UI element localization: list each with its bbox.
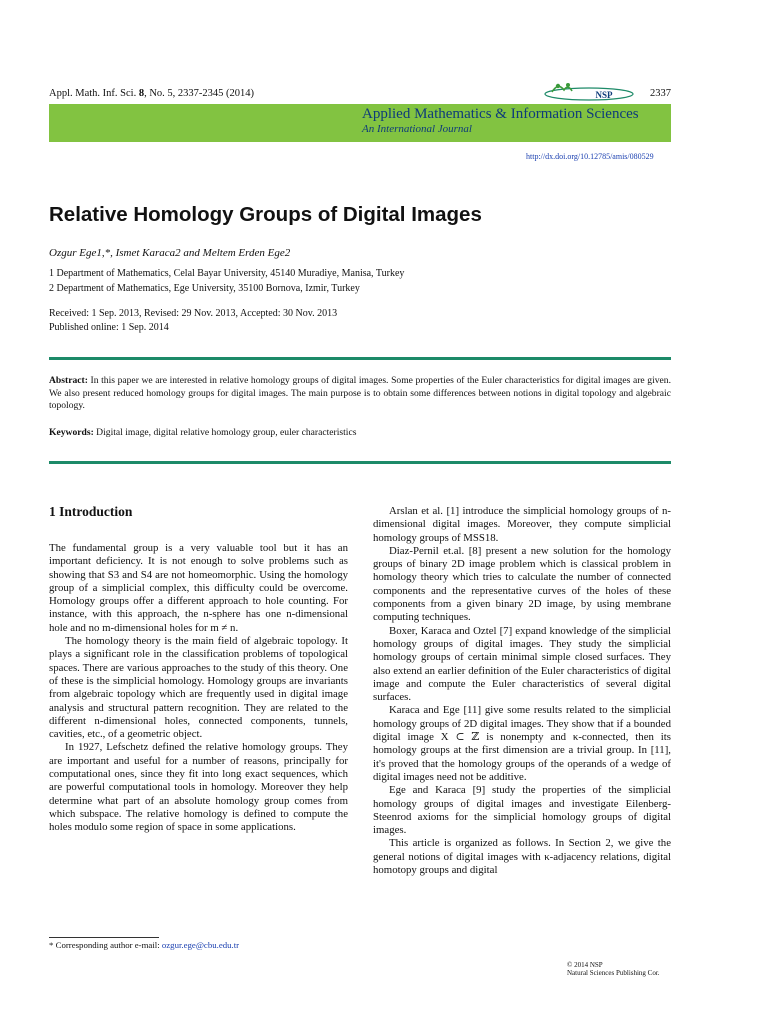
paper-title: Relative Homology Groups of Digital Images (49, 203, 482, 226)
journal-subtitle: An International Journal (362, 123, 472, 135)
published-date: Published online: 1 Sep. 2014 (49, 322, 169, 333)
nsp-logo-icon (544, 78, 634, 102)
paragraph: Boxer, Karaca and Oztel [7] expand knowledge of the simplicial homology groups of digital images. They study the simplicial homology groups of certain minimal simple closed surfaces. They also extend an earlier definition of the Euler characteristics of digital image and compute the Euler characteristics of several digital surfaces. (373, 624, 671, 704)
journal-name: Applied Mathematics & Information Sciences (362, 106, 639, 122)
authors: Ozgur Ege1,*, Ismet Karaca2 and Meltem Erden Ege2 (49, 247, 291, 259)
left-column (49, 542, 348, 835)
journal-ref-prefix: Appl. Math. Inf. Sci. (49, 88, 137, 99)
footnote-prefix: * Corresponding author e-mail: (49, 940, 160, 950)
journal-ref-suffix: , No. 5, 2337-2345 (2014) (144, 88, 255, 99)
publisher: Natural Sciences Publishing Cor. (567, 969, 660, 977)
footnote (49, 940, 239, 950)
right-column (373, 505, 671, 877)
journal-reference (49, 88, 254, 99)
author-email-link[interactable]: ozgur.ege@cbu.edu.tr (161, 940, 240, 950)
paragraph: The homology theory is the main field of algebraic topology. It plays a significant role in the classification problems of topological spaces. There are various approaches to the study of this theory. One of these is the simplicial homology. Homology groups are invariants from algebraic topology which are frequently used in digital image analysis and structural pattern recognition. They are related to the different n-dimensional holes, connected components, tunnels, cavities, etc., of a geometric object. (49, 635, 348, 741)
affiliation-1: 1 Department of Mathematics, Celal Bayar University, 45140 Muradiye, Manisa, Turkey (49, 268, 405, 279)
abstract (49, 375, 671, 413)
journal-ref-volume: 8 (138, 88, 145, 99)
page-number: 2337 (650, 88, 671, 99)
abstract-bottom-rule (49, 461, 671, 464)
section-title: 1 Introduction (49, 504, 133, 519)
paragraph: Diaz-Pernil et.al. [8] present a new solution for the homology groups of binary 2D image problem which is classical problem in homology theory which tries to calculate the number of connected components and the representative curves of the holes of these components from a given binary 2D image, by using membrane computing techniques. (373, 544, 671, 624)
abstract-text: In this paper we are interested in relative homology groups of digital images. Some properties of the Euler characteristics for digital images are given. We also present reduced homology groups for digital images. The main purpose is to obtain some differences between notions in digital topology and algebraic topology. (49, 375, 671, 411)
paragraph: Karaca and Ege [11] give some results related to the simplicial homology groups of 2D digital images. They show that if a bounded digital image X ⊂ ℤ is nonempty and κ-connected, then its homology groups at the first dimension are a trivial group. In [11], it's proved that the homology groups of the operands of a wedge of digital images need not be additive. (373, 704, 671, 783)
keywords (49, 427, 671, 438)
paragraph: Ege and Karaca [9] study the properties of the simplicial homology groups of digital images and investigate Eilenberg-Steenrod axioms for the simplicial homology groups of digital images. (373, 784, 671, 837)
abstract-top-rule (49, 357, 671, 360)
footnote-rule (49, 937, 159, 938)
affiliation-2: 2 Department of Mathematics, Ege University, 35100 Bornova, Izmir, Turkey (49, 283, 360, 294)
logo-text: NSP (595, 90, 613, 100)
paragraph: In 1927, Lefschetz defined the relative homology groups. They are important and useful for a number of reasons, principally for computational ones, since they fit into long exact sequences, which are powerful computational tools in homology. Moreover they help determine what part of an absolute homology group comes from which subspace. The relative homology is defined to compute the holes modulo some region of space in some applications. (49, 741, 348, 834)
paragraph: This article is organized as follows. In Section 2, we give the general notions of digital images with κ-adjacency relations, digital homotopy groups and digital (373, 837, 671, 877)
copyright: © 2014 NSP (567, 961, 603, 969)
paragraph: Arslan et al. [1] introduce the simplicial homology groups of n-dimensional digital images. Moreover, they compute simplicial homology groups of MSS18. (373, 505, 671, 544)
paragraph: The fundamental group is a very valuable tool but it has an important deficiency. It is not enough to solve problems such as showing that S3 and S4 are not homeomorphic. Using the homology group of a simplicial complex, this difficulty could be overcome. Homology groups offer a different approach to hole counting. For instance, with this approach, the n-sphere has one n-dimensional hole and no m-dimensional holes for m ≠ n. (49, 542, 348, 634)
abstract-label: Abstract: (49, 375, 88, 386)
doi-link[interactable]: http://dx.doi.org/10.12785/amis/080529 (526, 152, 654, 161)
keywords-label: Keywords: (49, 427, 94, 438)
received-dates: Received: 1 Sep. 2013, Revised: 29 Nov. 2013, Accepted: 30 Nov. 2013 (49, 308, 338, 319)
keywords-text: Digital image, digital relative homology group, euler characteristics (96, 427, 357, 438)
